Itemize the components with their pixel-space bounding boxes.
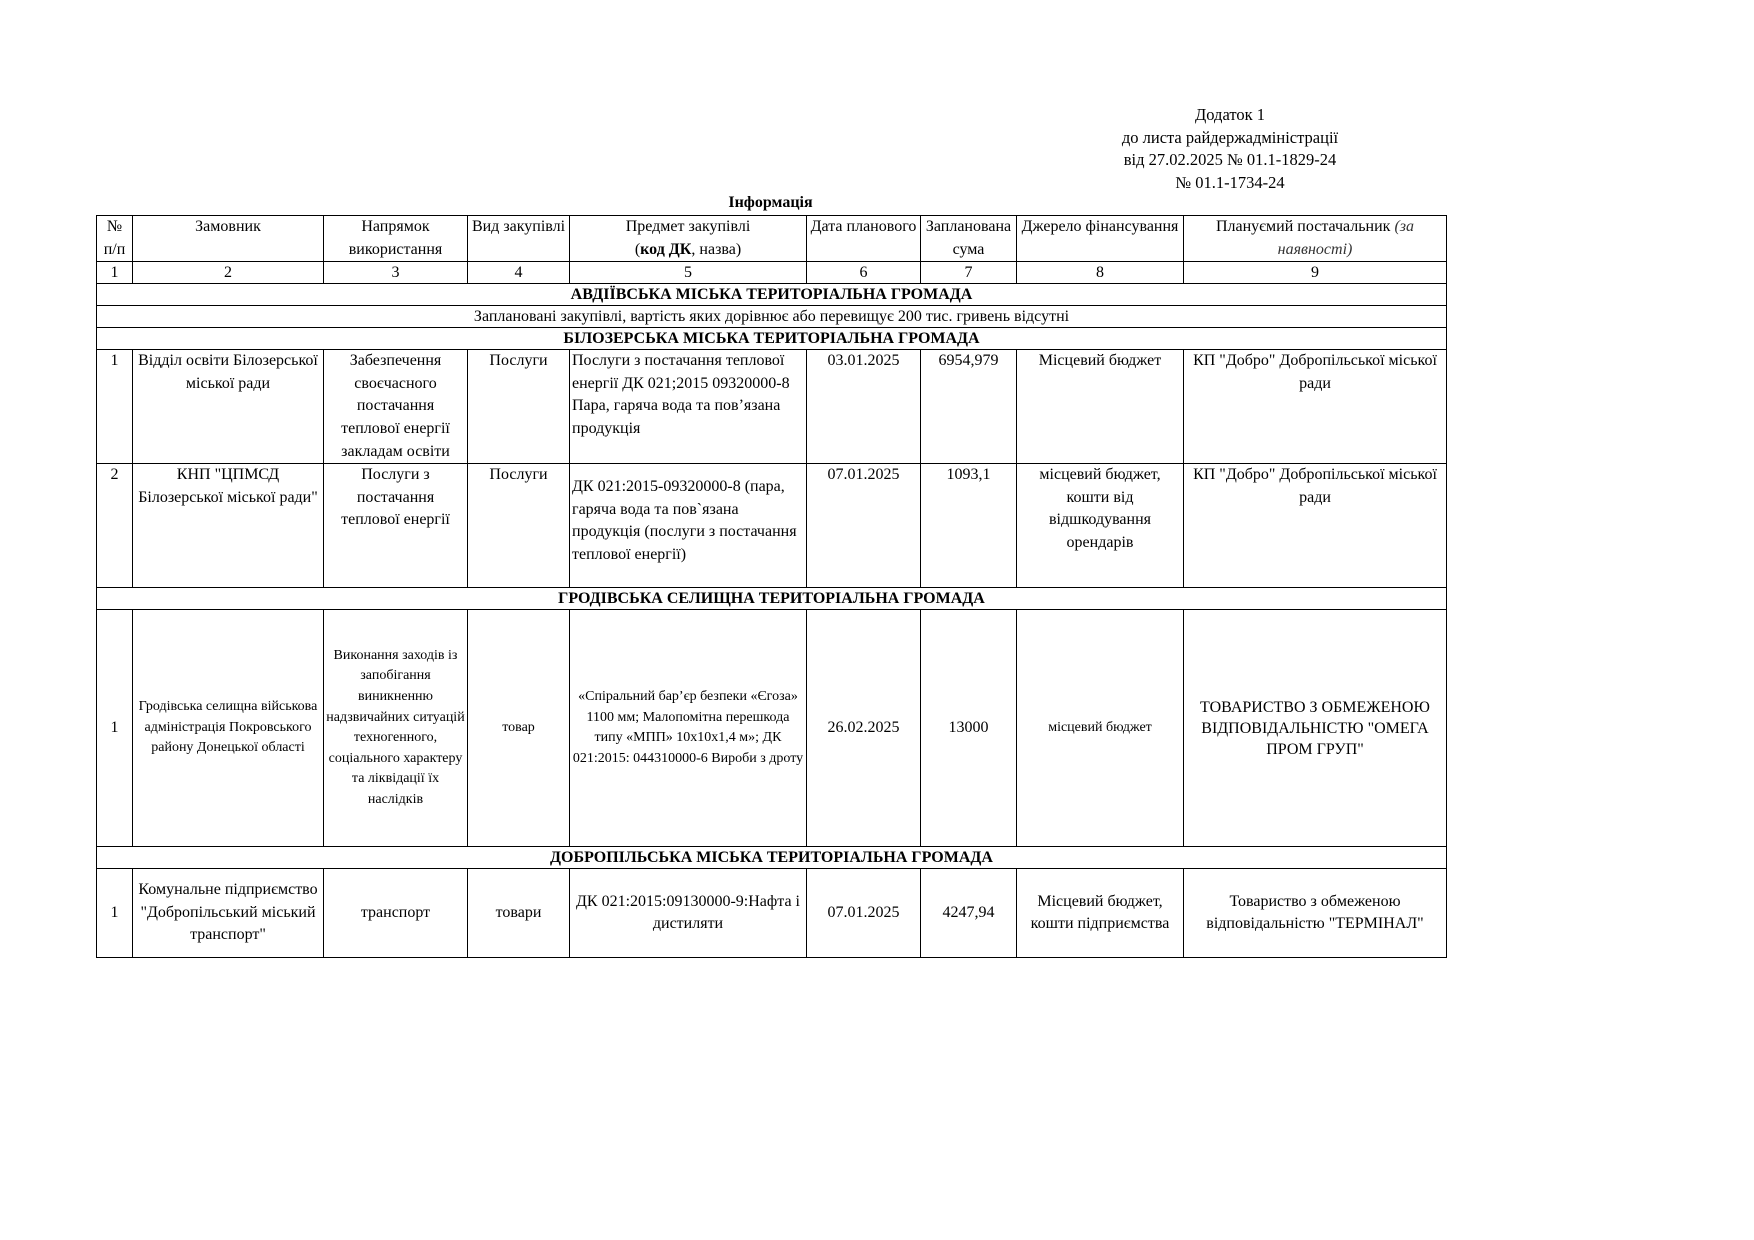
header-cell: Запланована сума: [921, 216, 1017, 262]
column-number: 8: [1017, 262, 1184, 284]
cell-purpose: транспорт: [324, 869, 468, 958]
cell-date: 03.01.2025: [807, 350, 921, 464]
cell-source: Місцевий бюджет, кошти підприємства: [1017, 869, 1184, 958]
cell-number: 1: [97, 610, 133, 847]
table-row: [97, 464, 1447, 588]
header-cell: Напрямок використання: [324, 216, 468, 262]
procurement-table: [96, 215, 1447, 958]
cell-sum: 4247,94: [921, 869, 1017, 958]
cell-subject: «Спіральний бар’єр безпеки «Єгоза» 1100 мм; Малопомітна перешкода типу «МПП» 10х10х1,4 м»; ДК 021:2015: 044310000-6 Вироби з дроту: [570, 610, 807, 847]
column-number: 1: [97, 262, 133, 284]
column-number: 3: [324, 262, 468, 284]
cell-sum: 13000: [921, 610, 1017, 847]
header-cell: Дата планового: [807, 216, 921, 262]
addendum-line: Додаток 1: [1195, 105, 1265, 124]
column-number: 6: [807, 262, 921, 284]
cell-supplier: КП "Добро" Добропільської міської ради: [1184, 350, 1447, 464]
section-title: АВДІЇВСЬКА МІСЬКА ТЕРИТОРІАЛЬНА ГРОМАДА: [97, 284, 1447, 306]
cell-number: 1: [97, 869, 133, 958]
cell-purpose: Забезпечення своєчасного постачання теплової енергії закладам освіти: [324, 350, 468, 464]
section-title: БІЛОЗЕРСЬКА МІСЬКА ТЕРИТОРІАЛЬНА ГРОМАДА: [97, 328, 1447, 350]
header-text: , назва): [691, 240, 742, 258]
addendum-header: [1080, 104, 1380, 194]
header-bold-text: код ДК: [640, 240, 692, 258]
cell-number: 1: [97, 350, 133, 464]
header-text: Предмет закупівлі: [625, 218, 751, 235]
cell-purpose: Послуги з постачання теплової енергії: [324, 464, 468, 588]
cell-source: місцевий бюджет: [1017, 610, 1184, 847]
cell-type: Послуги: [468, 464, 570, 588]
cell-type: товари: [468, 869, 570, 958]
cell-source: Місцевий бюджет: [1017, 350, 1184, 464]
header-cell: Предмет закупівлі (код ДК, назва): [570, 216, 807, 262]
addendum-line: від 27.02.2025 № 01.1-1829-24: [1123, 150, 1337, 169]
column-number: 4: [468, 262, 570, 284]
cell-source: місцевий бюджет, кошти від відшкодування орендарів: [1017, 464, 1184, 588]
addendum-line: № 01.1-1734-24: [1175, 172, 1285, 192]
header-row: [97, 216, 1447, 262]
table-row: [97, 610, 1447, 847]
column-number: 2: [133, 262, 324, 284]
section-title: ГРОДІВСЬКА СЕЛИЩНА ТЕРИТОРІАЛЬНА ГРОМАДА: [97, 588, 1447, 610]
cell-supplier: КП "Добро" Добропільської міської ради: [1184, 464, 1447, 588]
header-cell: № п/п: [97, 216, 133, 262]
cell-subject: Послуги з постачання теплової енергії ДК 021;2015 09320000-8 Пара, гаряча вода та пов’язана продукція: [570, 350, 807, 464]
cell-customer: Комунальне підприємство "Добропільський міський транспорт": [133, 869, 324, 958]
column-number: 5: [570, 262, 807, 284]
table-row: [97, 869, 1447, 958]
header-text: Плануємий постачальник: [1215, 218, 1391, 235]
cell-customer: Гродівська селищна військова адміністрація Покровського району Донецької області: [133, 610, 324, 847]
cell-type: товар: [468, 610, 570, 847]
cell-sum: 6954,979: [921, 350, 1017, 464]
cell-subject: ДК 021:2015:09130000-9:Нафта і дистиляти: [570, 869, 807, 958]
cell-supplier: ТОВАРИСТВО З ОБМЕЖЕНОЮ ВІДПОВІДАЛЬНІСТЮ "ОМЕГА ПРОМ ГРУП": [1184, 610, 1447, 847]
cell-purpose: Виконання заходів із запобігання виникненню надзвичайних ситуацій техногенного, соціального характеру та ліквідації їх наслідків: [324, 610, 468, 847]
section-note: Заплановані закупівлі, вартість яких дорівнює або перевищує 200 тис. гривень відсутні: [97, 306, 1447, 328]
header-cell: Джерело фінансування: [1017, 216, 1184, 262]
cell-type: Послуги: [468, 350, 570, 464]
cell-date: 07.01.2025: [807, 464, 921, 588]
cell-sum: 1093,1: [921, 464, 1017, 588]
cell-date: 07.01.2025: [807, 869, 921, 958]
cell-customer: КНП "ЦПМСД Білозерської міської ради": [133, 464, 324, 588]
cell-customer: Відділ освіти Білозерської міської ради: [133, 350, 324, 464]
header-italic-text: (за наявності): [1277, 218, 1415, 258]
header-cell: [1184, 216, 1447, 262]
section-title: ДОБРОПІЛЬСЬКА МІСЬКА ТЕРИТОРІАЛЬНА ГРОМАДА: [97, 847, 1447, 869]
column-number: 7: [921, 262, 1017, 284]
cell-subject: ДК 021:2015-09320000-8 (пара, гаряча вода та пов`язана продукція (послуги з постачання теплової енергії): [570, 464, 807, 588]
header-cell: Замовник: [133, 216, 324, 262]
document-title: Інформація: [728, 194, 813, 211]
cell-supplier: Товариство з обмеженою відповідальністю "ТЕРМІНАЛ": [1184, 869, 1447, 958]
header-cell: Вид закупівлі: [468, 216, 570, 262]
cell-date: 26.02.2025: [807, 610, 921, 847]
table-row: [97, 350, 1447, 464]
column-number-row: [97, 262, 1447, 284]
column-number: 9: [1184, 262, 1447, 284]
cell-number: 2: [97, 464, 133, 588]
addendum-line: до листа райдержадміністрації: [1121, 127, 1339, 147]
